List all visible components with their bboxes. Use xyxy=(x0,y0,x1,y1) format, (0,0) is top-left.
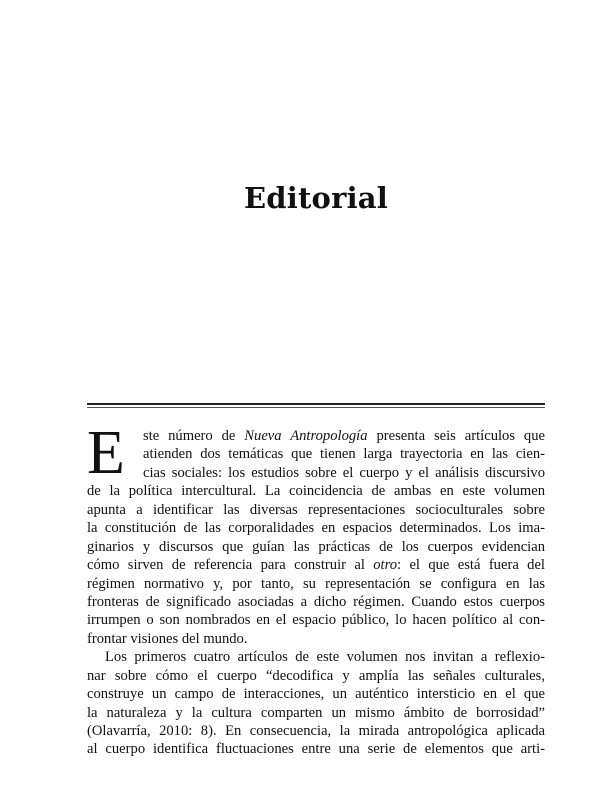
editorial-body xyxy=(87,419,545,759)
body-line: frontar visiones del mundo. xyxy=(87,630,248,647)
body-line: la constitución de las corporalidades en espacios determinados. Los ima- xyxy=(87,520,545,537)
text-run: presenta seis artículos que xyxy=(367,428,545,444)
body-line: al cuerpo identifica fluctuaciones entre una serie de elementos que arti- xyxy=(87,741,545,758)
title-divider-bottom xyxy=(87,407,545,408)
body-line: irrumpen o son nombrados en el espacio público, lo hacen político al con- xyxy=(87,612,545,629)
journal-title-italic: Nueva Antropología xyxy=(244,428,368,444)
body-line: Los primeros cuatro artículos de este volumen nos invitan a reflexio- xyxy=(105,649,545,666)
body-line xyxy=(87,556,545,574)
body-line: apunta a identificar las diversas representaciones socioculturales sobre xyxy=(87,501,545,518)
body-line: atienden dos temáticas que tienen larga trayectoria en las cien- xyxy=(143,446,545,463)
page-title: Editorial xyxy=(243,181,389,215)
body-line xyxy=(87,427,545,445)
body-line: nar sobre cómo el cuerpo “decodifica y amplía las señales culturales, xyxy=(87,667,545,684)
text-run: : el que está fuera del xyxy=(397,557,545,574)
italic-term: otro xyxy=(373,557,398,574)
text-run: ste número de xyxy=(143,428,245,444)
body-line: cias sociales: los estudios sobre el cuerpo y el análisis discursivo xyxy=(143,464,545,481)
drop-cap: E xyxy=(87,419,125,487)
body-line: fronteras de significado asociadas a dicho régimen. Cuando estos cuerpos xyxy=(87,593,545,610)
body-line: régimen normativo y, por tanto, su representación se configura en las xyxy=(87,575,545,592)
body-line: la naturaleza y la cultura comparten un mismo ámbito de borrosidad” xyxy=(87,704,545,721)
text-run: cómo sirven de referencia para construir al xyxy=(87,557,374,574)
title-divider-top xyxy=(87,403,545,405)
body-line: construye un campo de interacciones, un auténtico intersticio en el que xyxy=(87,686,545,703)
body-line: de la política intercultural. La coincidencia de ambas en este volumen xyxy=(87,483,545,500)
body-line: ginarios y discursos que guían las prácticas de los cuerpos evidencian xyxy=(87,538,545,555)
body-line: (Olavarría, 2010: 8). En consecuencia, la mirada antropológica aplicada xyxy=(87,723,545,739)
